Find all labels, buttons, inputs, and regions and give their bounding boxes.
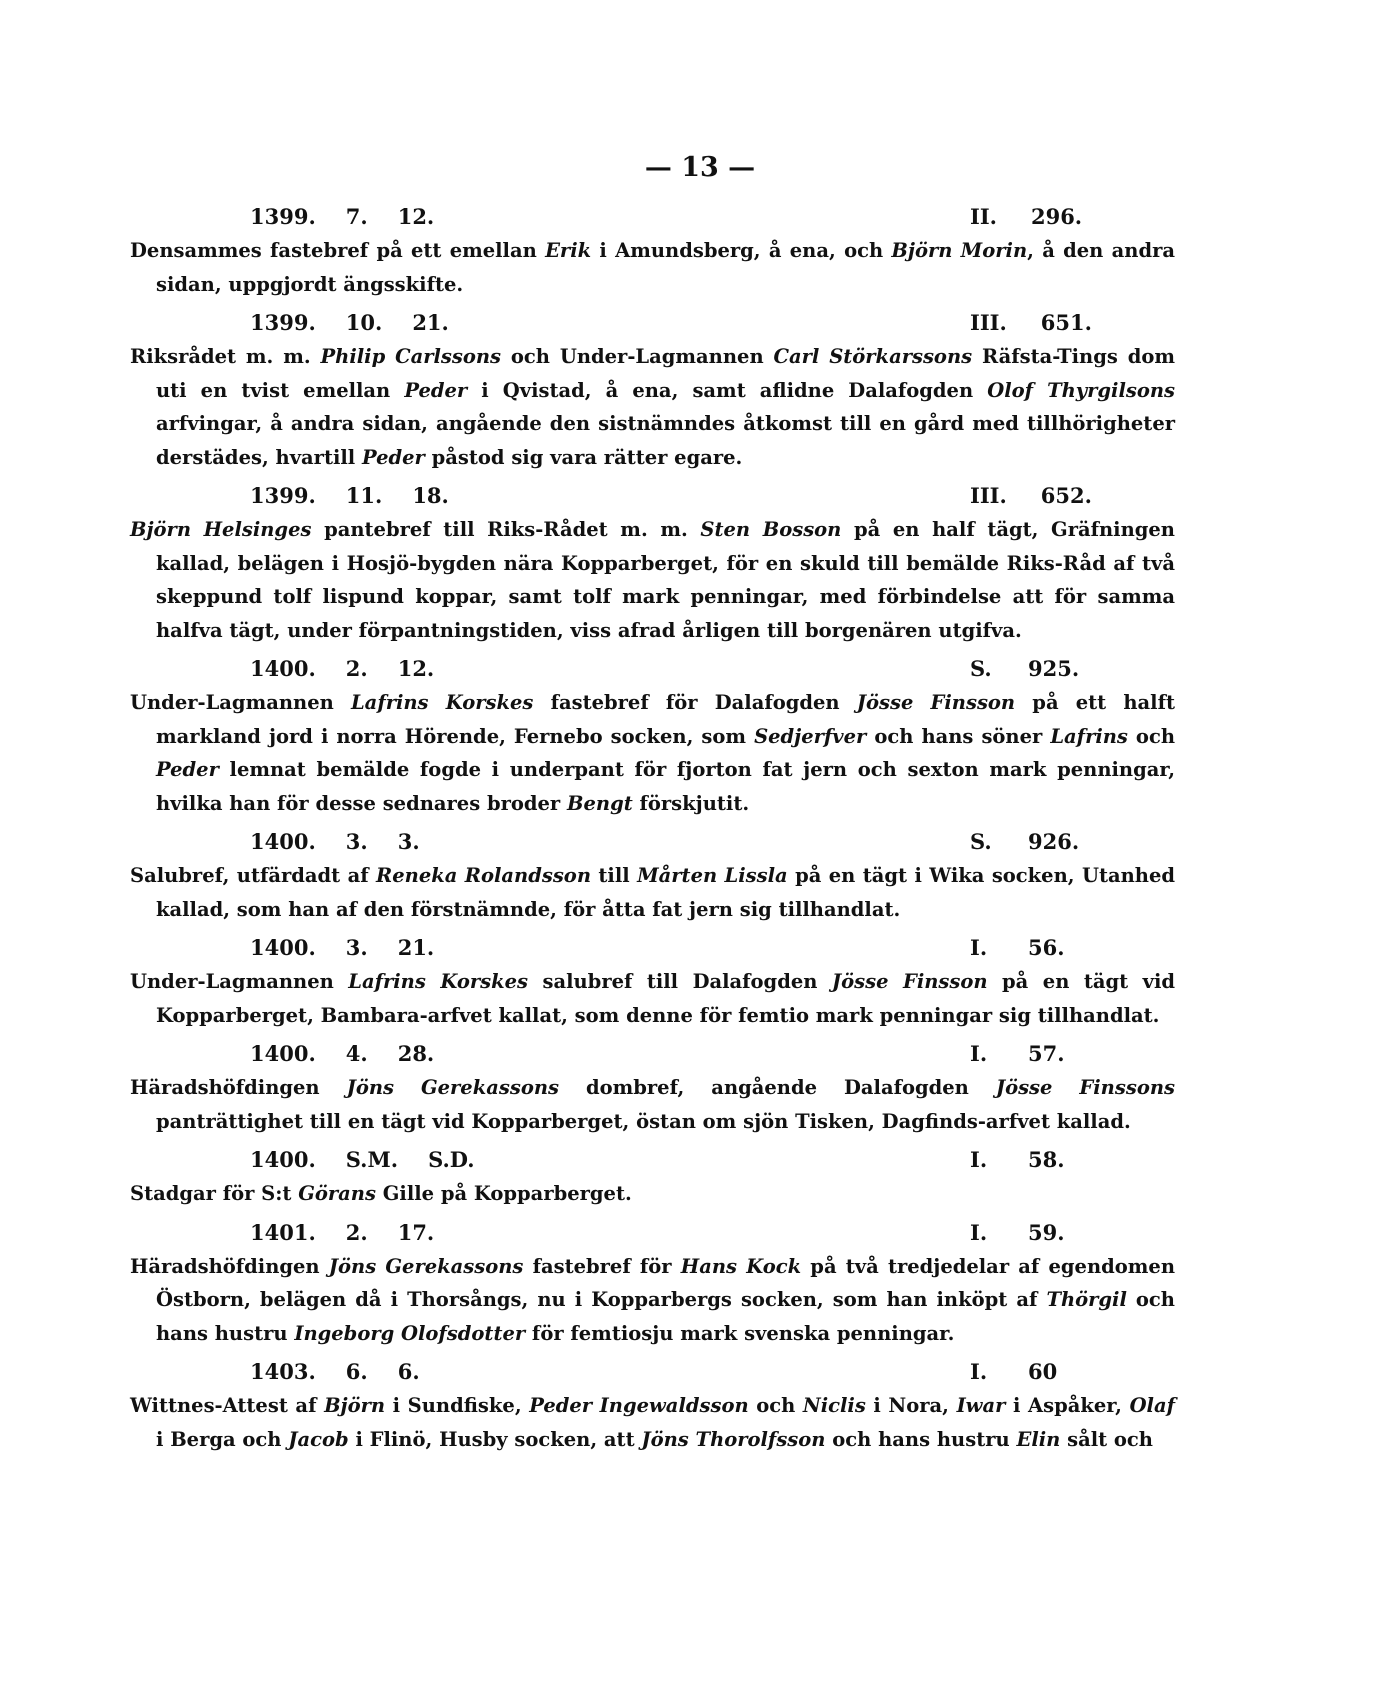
entry-description <box>130 686 1175 820</box>
date-part: 1399. <box>250 204 316 229</box>
text-segment: Densammes fastebref på ett emellan <box>130 239 546 262</box>
text-segment: , å den andra sidan, uppgjordt ängsskifte. <box>156 239 1175 296</box>
reference-volume: II. <box>970 204 997 229</box>
entry-reference <box>970 479 1092 513</box>
text-segment: för femtiosju mark svenska penningar. <box>525 1321 955 1345</box>
reference-volume: I. <box>970 1219 988 1245</box>
text-segment: i Aspåker, <box>1005 1394 1130 1417</box>
date-part: 1400. <box>250 656 316 681</box>
reference-volume: I. <box>970 1147 988 1172</box>
text-segment: i Berga och <box>156 1427 289 1451</box>
name-italic: Lafrins <box>1050 724 1128 748</box>
text-segment: Under-Lagmannen <box>130 691 351 714</box>
entry-description <box>130 1177 1175 1211</box>
entry-header <box>130 306 1175 340</box>
date-part: S.D. <box>428 1147 475 1172</box>
entry-header <box>130 1037 1175 1071</box>
entry-date <box>250 1037 970 1071</box>
name-italic: Olaf <box>1129 1394 1175 1417</box>
text-segment: på två tredjedelar af egendomen Östborn, belägen då i Thorsångs, nu i Kopparbergs socken, som han inköpt af <box>156 1254 1175 1311</box>
text-segment: och hans hustru <box>825 1427 1017 1451</box>
name-italic: Niclis <box>802 1394 866 1417</box>
entry-reference <box>970 1037 1065 1071</box>
name-italic: Thörgil <box>1046 1288 1127 1311</box>
entry-header <box>130 1216 1175 1250</box>
name-italic: Erik <box>545 239 592 262</box>
text-segment: påstod sig vara rätter egare. <box>424 445 743 469</box>
entry-reference <box>970 1143 1065 1177</box>
entry <box>130 1037 1175 1138</box>
text-segment: och <box>748 1394 803 1417</box>
name-italic: Jösse Finssons <box>995 1076 1175 1099</box>
text-segment: på en half tägt, Gräfningen kallad, belägen i Hosjö-bygden nära Kopparberget, för en skuld till bemälde Riks-Råd af två skeppund tolf lispund koppar, samt tolf mark penningar, med förbindelse att för samma halfva tägt, under förpantningstiden, viss afrad årligen till borgenären utgifva. <box>156 518 1175 642</box>
reference-number: 57. <box>1028 1041 1065 1066</box>
entry-date <box>250 479 970 513</box>
date-part: 1403. <box>250 1359 316 1384</box>
date-part: 3. <box>345 935 368 960</box>
text-segment: fastebref för Dalafogden <box>533 691 857 714</box>
register-entries <box>130 200 1175 1461</box>
date-part: 6. <box>397 1359 420 1384</box>
text-segment: på en tägt vid Kopparberget, Bambara-arfvet kallat, som denne för femtio mark penningar sig tillhandlat. <box>156 970 1175 1027</box>
date-part: 17. <box>397 1219 435 1245</box>
date-part: 3. <box>345 829 368 854</box>
text-segment: till <box>591 864 638 887</box>
entry-date <box>250 931 970 965</box>
date-part: 18. <box>412 483 449 508</box>
name-italic: Mårten Lissla <box>637 864 788 887</box>
date-part: 21. <box>397 935 435 960</box>
text-segment: förskjutit. <box>632 791 750 815</box>
reference-volume: I. <box>970 935 988 960</box>
entry <box>130 200 1175 301</box>
text-segment: dombref, angående Dalafogden <box>558 1076 996 1099</box>
date-part: 1401. <box>250 1219 316 1245</box>
name-italic: Ingeborg Olofsdotter <box>294 1321 526 1345</box>
entry-reference <box>970 1216 1065 1250</box>
date-part: 1399. <box>250 310 316 335</box>
text-segment: i Qvistad, å ena, samt aflidne Dalafogden <box>467 378 988 402</box>
entry-header <box>130 479 1175 513</box>
name-italic: Lafrins Korskes <box>350 691 534 714</box>
entry-header <box>130 825 1175 859</box>
reference-number: 925. <box>1028 656 1080 681</box>
name-italic: Jösse Finsson <box>831 970 988 993</box>
entry <box>130 1143 1175 1211</box>
entry-reference <box>970 306 1092 340</box>
entry <box>130 1216 1175 1351</box>
date-part: 1400. <box>250 1147 316 1172</box>
entry <box>130 652 1175 820</box>
text-segment: i Nora, <box>865 1394 957 1417</box>
date-part: S.M. <box>345 1147 399 1172</box>
entry-date <box>250 306 970 340</box>
text-segment: Häradshöfdingen <box>130 1254 329 1278</box>
reference-number: 56. <box>1028 935 1065 960</box>
name-italic: Carl Störkarssons <box>773 345 973 368</box>
name-italic: Görans <box>298 1182 376 1205</box>
entry-date <box>250 200 970 234</box>
text-segment: Häradshöfdingen <box>130 1076 347 1099</box>
name-italic: Lafrins Korskes <box>348 970 528 993</box>
name-italic: Iwar <box>956 1394 1006 1417</box>
name-italic: Jacob <box>288 1427 349 1451</box>
text-segment: Räfsta-Tings dom uti en tvist emellan <box>156 345 1175 402</box>
name-italic: Reneka Rolandsson <box>376 864 591 887</box>
entry-description <box>130 340 1175 474</box>
entry-description <box>130 1389 1175 1456</box>
reference-number: 58. <box>1028 1147 1065 1172</box>
entry-description <box>130 965 1175 1032</box>
reference-volume: I. <box>970 1041 988 1066</box>
name-italic: Olof Thyrgilsons <box>987 378 1175 402</box>
entry-description <box>130 1250 1175 1351</box>
text-segment: fastebref för <box>523 1254 681 1278</box>
date-part: 2. <box>345 656 368 681</box>
text-segment: pantebref till Riks-Rådet m. m. <box>311 518 701 541</box>
name-italic: Peder Ingewaldsson <box>529 1394 749 1417</box>
entry-description <box>130 1071 1175 1138</box>
entry-reference <box>970 200 1082 234</box>
entry-date <box>250 1355 970 1389</box>
reference-number: 60 <box>1028 1359 1058 1384</box>
entry <box>130 1355 1175 1456</box>
reference-number: 926. <box>1028 829 1080 854</box>
date-part: 2. <box>345 1219 368 1245</box>
entry-description <box>130 234 1175 301</box>
text-segment: i Flinö, Husby socken, att <box>348 1427 642 1451</box>
date-part: 7. <box>345 204 368 229</box>
date-part: 4. <box>345 1041 368 1066</box>
entry-reference <box>970 1355 1057 1389</box>
name-italic: Jöns Gerekassons <box>328 1254 524 1278</box>
entry-date <box>250 652 970 686</box>
entry-date <box>250 1143 970 1177</box>
reference-number: 296. <box>1030 204 1083 229</box>
entry-header <box>130 200 1175 234</box>
name-italic: Peder <box>156 758 219 781</box>
text-segment: sålt och <box>1060 1427 1153 1451</box>
reference-volume: S. <box>970 829 992 854</box>
name-italic: Elin <box>1016 1427 1061 1451</box>
name-italic: Hans Kock <box>680 1254 802 1278</box>
text-segment: Under-Lagmannen <box>130 970 349 993</box>
date-part: 1400. <box>250 829 316 854</box>
reference-volume: I. <box>970 1359 988 1384</box>
entry-date <box>250 1216 970 1250</box>
text-segment: i Sundfiske, <box>385 1394 530 1417</box>
reference-number: 652. <box>1040 483 1092 508</box>
name-italic: Peder <box>361 445 425 469</box>
entry-header <box>130 1355 1175 1389</box>
entry-date <box>250 825 970 859</box>
entry <box>130 825 1175 926</box>
name-italic: Jöns Thorolfsson <box>641 1427 826 1451</box>
entry <box>130 479 1175 647</box>
text-segment: Riksrådet m. m. <box>130 345 321 368</box>
date-part: 12. <box>397 656 435 681</box>
text-segment: i Amundsberg, å ena, och <box>591 239 892 262</box>
reference-number: 59. <box>1028 1219 1065 1245</box>
entry-header <box>130 1143 1175 1177</box>
text-segment: på en tägt i Wika socken, Utanhed kallad, som han af den förstnämnde, för åtta fat jern sig tillhandlat. <box>156 864 1176 921</box>
entry-reference <box>970 652 1079 686</box>
date-part: 1400. <box>250 1041 316 1066</box>
text-segment: och hans hustru <box>156 1288 1175 1345</box>
date-part: 21. <box>412 310 449 335</box>
reference-volume: III. <box>970 483 1007 508</box>
text-segment: lemnat bemälde fogde i underpant för fjorton fat jern och sexton mark penningar, hvilka han för desse sednares broder <box>156 758 1175 815</box>
name-italic: Bengt <box>567 791 633 815</box>
entry-header <box>130 652 1175 686</box>
date-part: 11. <box>345 483 383 508</box>
name-italic: Philip Carlssons <box>320 345 502 368</box>
text-segment: salubref till Dalafogden <box>528 970 832 993</box>
text-segment: panträttighet till en tägt vid Kopparberget, östan om sjön Tisken, Dagfinds-arfvet kallad. <box>156 1109 1131 1133</box>
name-italic: Peder <box>404 378 468 402</box>
entry-description <box>130 859 1175 926</box>
entry-reference <box>970 825 1079 859</box>
entry <box>130 931 1175 1032</box>
reference-volume: S. <box>970 656 992 681</box>
name-italic: Björn Helsinges <box>130 518 312 541</box>
entry-description <box>130 513 1175 647</box>
entry-header <box>130 931 1175 965</box>
date-part: 12. <box>397 204 435 229</box>
text-segment: och hans söner <box>866 724 1051 748</box>
date-part: 1400. <box>250 935 316 960</box>
text-segment: och <box>1127 724 1175 748</box>
text-segment: Stadgar för S:t <box>130 1182 299 1205</box>
date-part: 1399. <box>250 483 316 508</box>
reference-volume: III. <box>970 310 1007 335</box>
page-number: — 13 — <box>644 152 756 183</box>
date-part: 28. <box>397 1041 435 1066</box>
date-part: 6. <box>345 1359 368 1384</box>
date-part: 3. <box>397 829 420 854</box>
name-italic: Sten Bosson <box>700 518 842 541</box>
name-italic: Björn Morin <box>891 239 1028 262</box>
reference-number: 651. <box>1040 310 1092 335</box>
name-italic: Björn <box>324 1394 386 1417</box>
name-italic: Sedjerfver <box>754 724 867 748</box>
text-segment: Gille på Kopparberget. <box>375 1182 632 1205</box>
entry <box>130 306 1175 474</box>
name-italic: Jösse Finsson <box>856 691 1016 714</box>
text-segment: på ett halft markland jord i norra Hörende, Fernebo socken, som <box>156 691 1175 748</box>
text-segment: och Under-Lagmannen <box>501 345 774 368</box>
text-segment: Wittnes-Attest af <box>130 1394 325 1417</box>
entry-reference <box>970 931 1065 965</box>
name-italic: Jöns Gerekassons <box>346 1076 559 1099</box>
date-part: 10. <box>345 310 383 335</box>
text-segment: arfvingar, å andra sidan, angående den sistnämndes åtkomst till en gård med tillhörigheter derstädes, hvartill <box>156 412 1175 469</box>
text-segment: Salubref, utfärdadt af <box>130 864 377 887</box>
